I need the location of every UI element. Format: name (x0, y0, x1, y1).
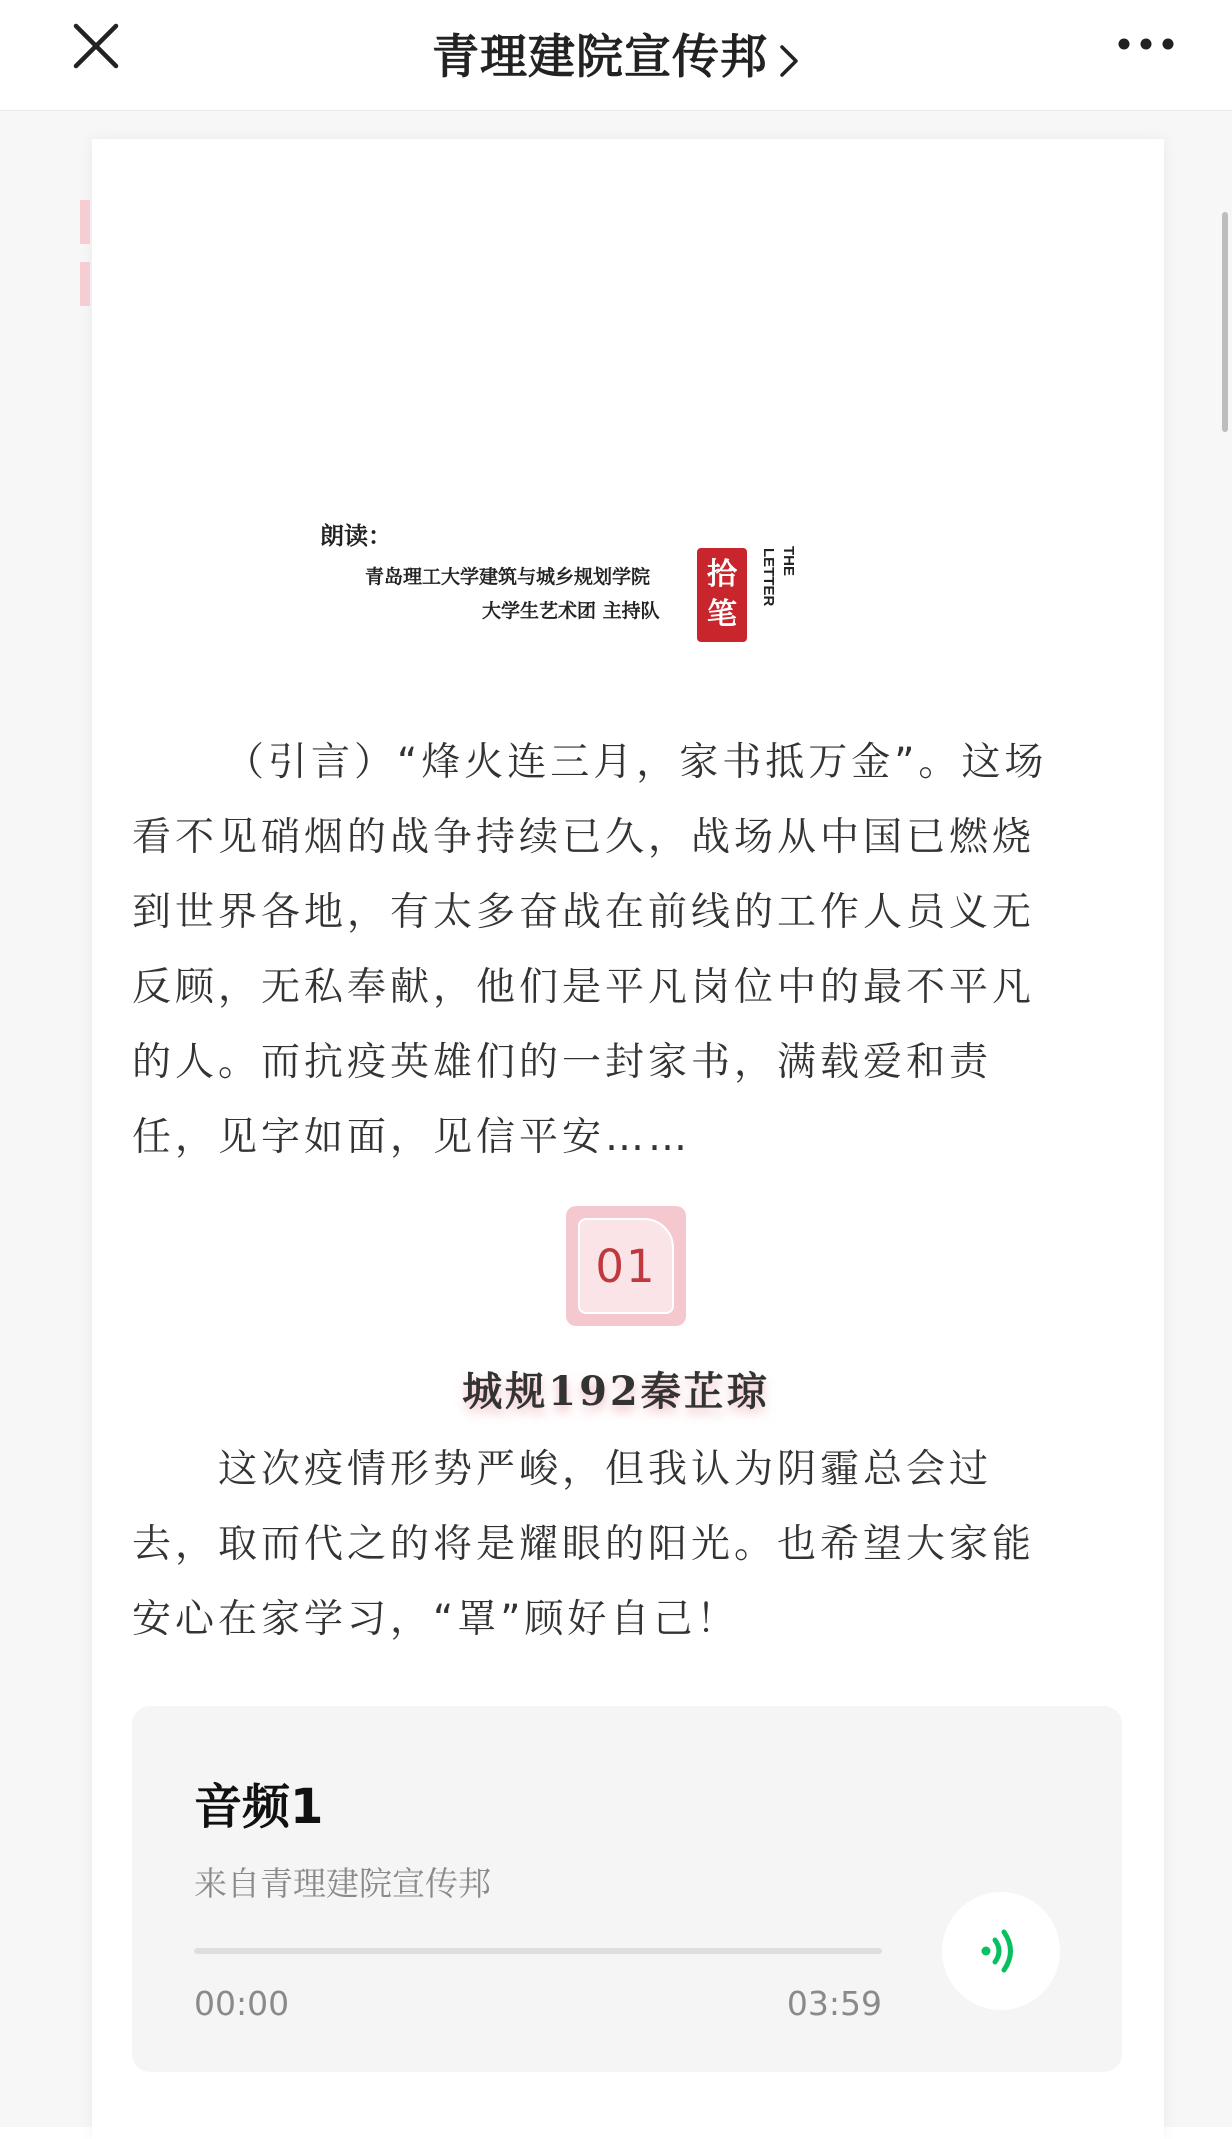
reader-line: 大学生艺术团 主持队 (482, 600, 660, 622)
seal-char: 拾 (707, 557, 737, 592)
text-line: 到世界各地，有太多奋战在前线的工作人员义无 (132, 890, 1036, 935)
seal-char: 笔 (707, 597, 737, 632)
text-line: 看不见硝烟的战争持续已久，战场从中国已燃烧 (132, 815, 1036, 860)
english-word: THE (780, 546, 797, 576)
section-number: 01 (578, 1218, 674, 1314)
text-line: （引言）“烽火连三月，家书抵万金”。这场 (225, 740, 1048, 785)
poster-char (0, 0, 1232, 216)
audio-player-card[interactable] (132, 1706, 1122, 2072)
audio-current-time: 00:00 (194, 1984, 290, 2023)
audio-title: 音频1 (194, 1779, 324, 1835)
audio-total-time: 03:59 (786, 1984, 882, 2023)
text-line: 去，取而代之的将是耀眼的阳光。也希望大家能 (132, 1522, 1036, 1567)
reader-line: 青岛理工大学建筑与城乡规划学院 (365, 566, 651, 588)
audio-wave-icon (976, 1926, 1026, 1976)
text-line: 安心在家学习，“罩”顾好自己！ (132, 1597, 740, 1642)
audio-progress-bar[interactable] (194, 1948, 882, 1954)
scrollbar[interactable] (1222, 212, 1228, 432)
account-name[interactable]: 青理建院宣传邦 (432, 30, 768, 85)
audio-source: 来自青理建院宣传邦 (194, 1864, 491, 1903)
section-number-badge (566, 1206, 686, 1326)
reader-label: 朗读： (320, 522, 392, 550)
poster-english-title (748, 540, 808, 630)
text-line: 反顾，无私奉献，他们是平凡岗位中的最不平凡 (132, 965, 1036, 1010)
text-line: 的人。而抗疫英雄们的一封家书，满载爱和责 (132, 1040, 993, 1085)
section-author: 城规192秦芷琼 (462, 1368, 770, 1415)
seal-stamp (697, 548, 747, 642)
audio-play-button[interactable] (942, 1892, 1060, 2010)
decorative-mark (80, 262, 90, 306)
intro-paragraph (132, 725, 1112, 1175)
english-word: LETTER (760, 548, 777, 607)
text-line: 任，见字如面，见信平安…… (132, 1115, 692, 1160)
text-line: 这次疫情形势严峻，但我认为阴霾总会过 (218, 1447, 993, 1492)
section-paragraph (132, 1432, 1112, 1657)
